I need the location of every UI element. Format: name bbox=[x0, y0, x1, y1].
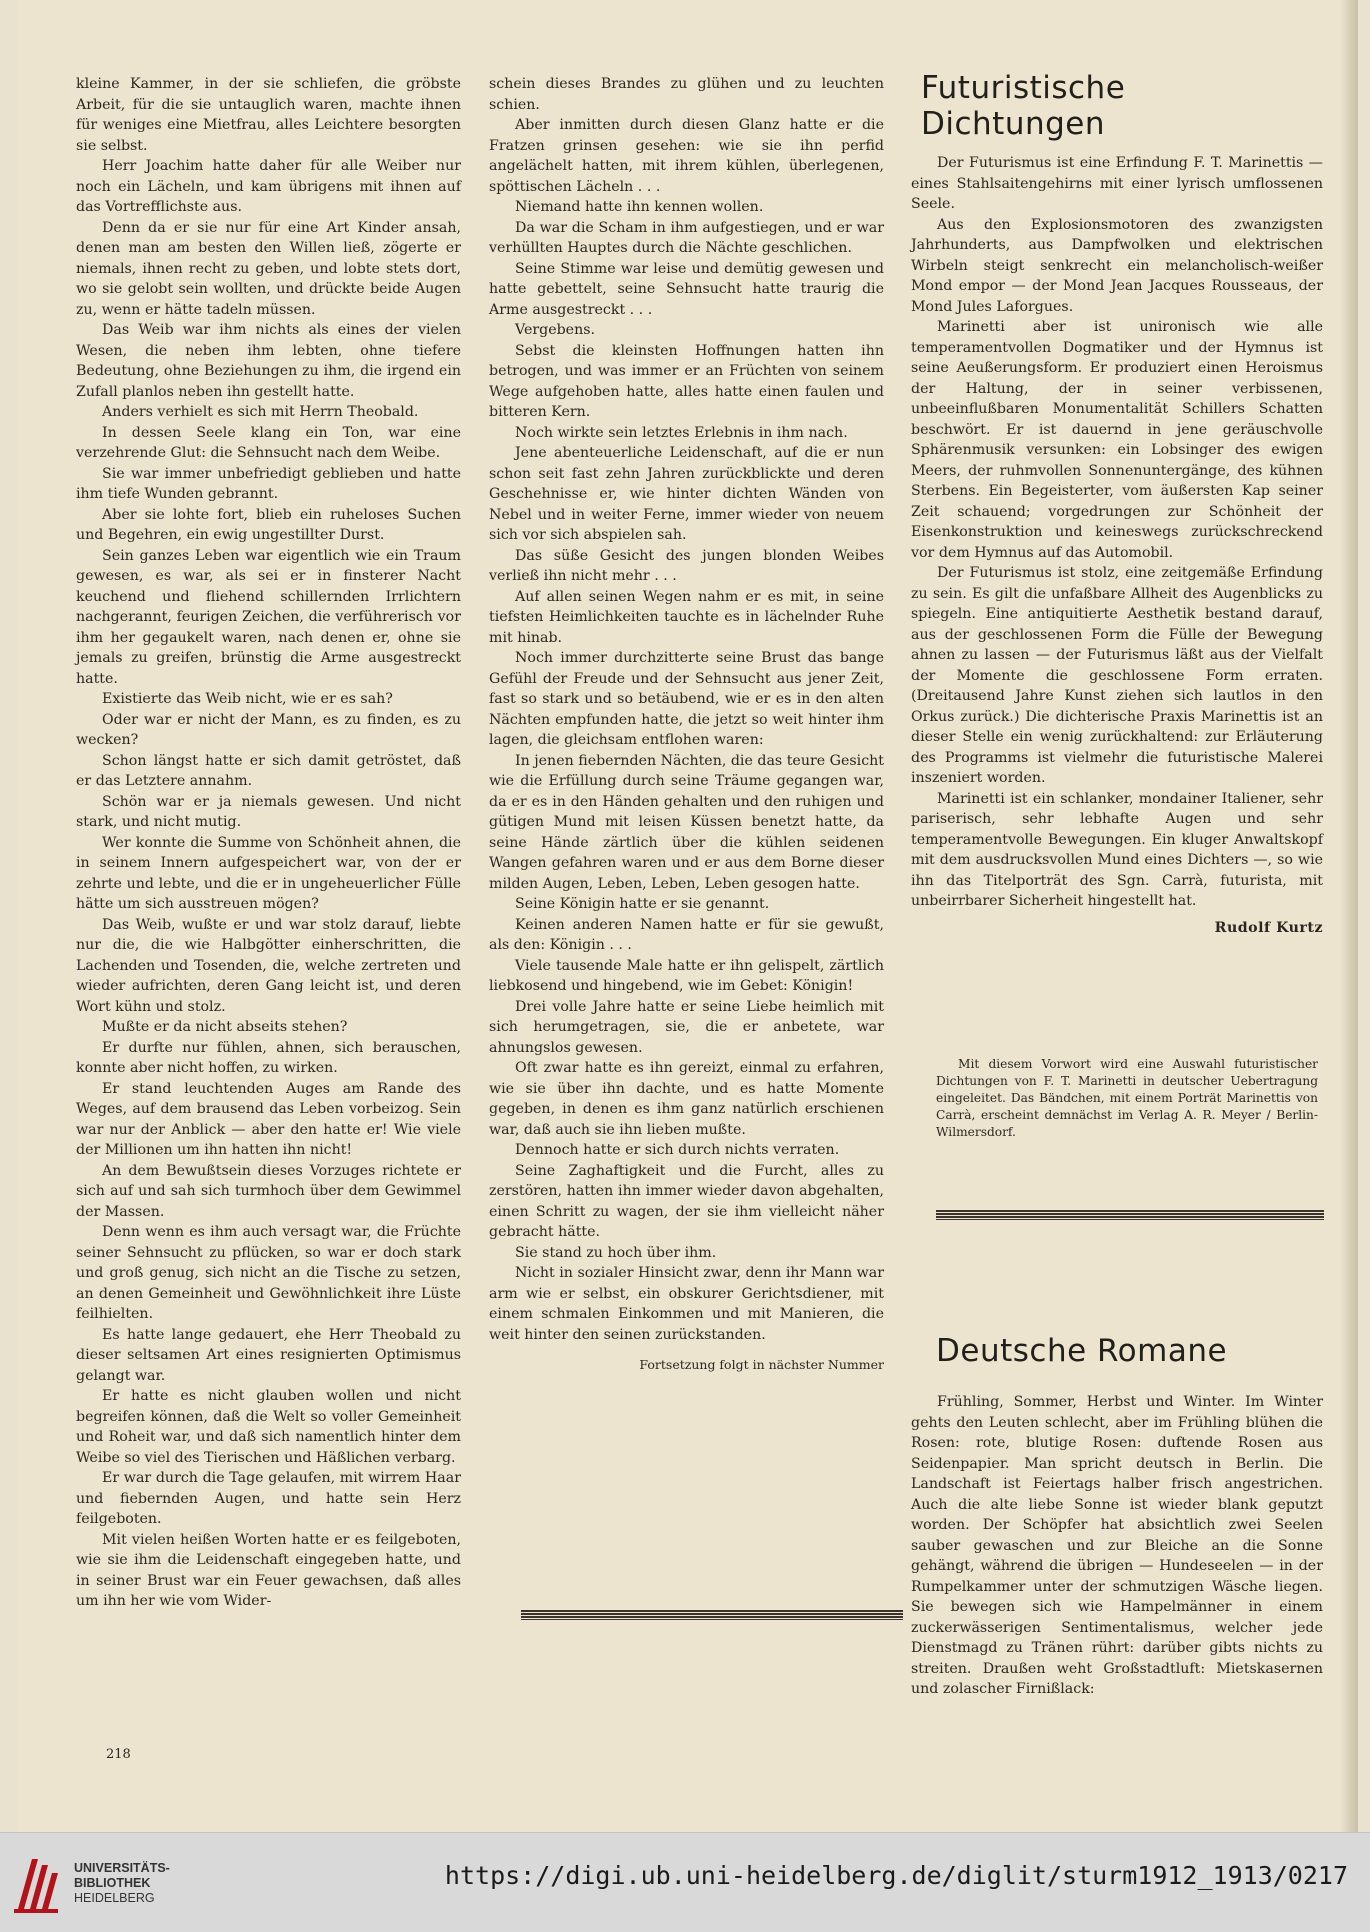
viewer-footer bbox=[0, 1832, 1370, 1932]
paragraph: Jene abenteuerliche Leidenschaft, auf die er nun schon seit fast zehn Jahren zurückblickte und deren Geschehnisse er, wie hinter dichten Wänden von Nebel und in weiter Ferne, immer wieder von neuem sich vor sich abspielen sah. bbox=[489, 445, 884, 543]
article-title-futurism bbox=[921, 70, 1321, 142]
romane-article bbox=[911, 1392, 1323, 1700]
paragraph: In dessen Seele klang ein Ton, war eine verzehrende Glut: die Sehnsucht nach dem Weibe. bbox=[76, 424, 461, 461]
library-line: UNIVERSITÄTS- bbox=[74, 1861, 170, 1875]
paragraph: Nicht in sozialer Hinsicht zwar, denn ihr Mann war arm wie er selbst, ein obskurer Gerichtsdiener, mit einem schmalen Einkommen und mit Manieren, die weit hinter den seinen zurückstanden. bbox=[489, 1265, 884, 1343]
paragraph: Schön war er ja niemals gewesen. Und nicht stark, und nicht mutig. bbox=[76, 793, 461, 830]
paragraph: Wer konnte die Summe von Schönheit ahnen, die in seinem Innern aufgespeichert war, von der er zehrte und lebte, und die er in ungeheuerlicher Fülle hätte um sich ausstreuen mögen? bbox=[76, 834, 461, 912]
paragraph: Schon längst hatte er sich damit getröstet, daß er das Letztere annahm. bbox=[76, 752, 461, 789]
editorial-note bbox=[936, 1056, 1318, 1141]
paragraph: Aus den Explosionsmotoren des zwanzigsten Jahrhunderts, aus Dampfwolken und elektrischen Wirbeln steigt senkrecht ein melancholisch-weißer Mond empor — der Mond Jean Jacques Rousseaus, der Mond Jules Laforgues. bbox=[911, 216, 1323, 315]
section-divider bbox=[936, 1210, 1324, 1220]
paragraph: An dem Bewußtsein dieses Vorzuges richtete er sich auf und sah sich turmhoch über dem Gewimmel der Massen. bbox=[76, 1162, 461, 1220]
paragraph: Sebst die kleinsten Hoffnungen hatten ihn betrogen, und was immer er an Früchten von seinem Wege aufgehoben hatte, alles hatte einen faulen und bitteren Kern. bbox=[489, 342, 884, 420]
scanned-page bbox=[18, 0, 1358, 1832]
paragraph: Oft zwar hatte es ihn gereizt, einmal zu erfahren, wie sie über ihn dachte, und es hatte Momente gegeben, in denen es ihm ganz natürlich erschienen war, daß auch sie ihn lieben mußte. bbox=[489, 1060, 884, 1138]
paragraph: Noch wirkte sein letztes Erlebnis in ihm nach. bbox=[515, 424, 848, 441]
paragraph: Auf allen seinen Wegen nahm er es mit, in seine tiefsten Heimlichkeiten tauchte es in lächelnder Ruhe mit hinab. bbox=[489, 588, 884, 646]
continued-notice: Fortsetzung folgt in nächster Nummer bbox=[639, 1357, 884, 1372]
paragraph: Keinen anderen Namen hatte er für sie gewußt, als den: Königin . . . bbox=[489, 916, 884, 953]
page-number: 218 bbox=[106, 1747, 131, 1762]
paragraph: kleine Kammer, in der sie schliefen, die gröbste Arbeit, für die sie untauglich waren, machte ihnen für weniges eine Mietfrau, alles Leichtere besorgten sie selbst. bbox=[76, 76, 461, 154]
paragraph: Anders verhielt es sich mit Herrn Theobald. bbox=[102, 404, 419, 420]
paragraph: Viele tausende Male hatte er ihn gelispelt, zärtlich liebkosend und hingebend, wie im Gebet: Königin! bbox=[489, 957, 884, 994]
paragraph: Es hatte lange gedauert, ehe Herr Theobald zu dieser seltsamen Art eines resignierten Optimismus gelangt war. bbox=[76, 1326, 461, 1384]
title-line: Futuristische bbox=[921, 70, 1126, 106]
paragraph: Denn wenn es ihm auch versagt war, die Früchte seiner Sehnsucht zu pflücken, so war er doch stark und groß genug, sich nicht an die Tische zu setzen, an denen Gemeinheit und Gewöhnlichkeit ihre Lüste feilhielten. bbox=[76, 1224, 461, 1322]
article-title-romane: Deutsche Romane bbox=[936, 1333, 1228, 1369]
paragraph: Existierte das Weib nicht, wie er es sah? bbox=[102, 691, 393, 707]
paragraph: Da war die Scham in ihm aufgestiegen, und er war verhüllten Hauptes durch die Nächte geschlichen. bbox=[489, 219, 884, 256]
paragraph: schein dieses Brandes zu glühen und zu leuchten schien. bbox=[489, 76, 884, 113]
paragraph: Das Weib, wußte er und war stolz darauf, liebte nur die, die wie Halbgötter einherschritten, die Lachenden und Tosenden, die, welche zertreten und wieder aufrichten, deren Gang leicht ist, und deren Wort kühn und stolz. bbox=[76, 916, 461, 1015]
paragraph: Sie war immer unbefriedigt geblieben und hatte ihm tiefe Wunden gebrannt. bbox=[76, 465, 461, 502]
paragraph: Denn da er sie nur für eine Art Kinder ansah, denen man am besten den Willen ließ, zögerte er niemals, ihnen recht zu geben, und lobte stets dort, wo sie gelobt sein wollten, und drückte beide Augen zu, wenn er hätte tadeln müssen. bbox=[76, 219, 461, 318]
paragraph: Niemand hatte ihn kennen wollen. bbox=[515, 199, 764, 215]
paragraph: In jenen fiebernden Nächten, die das teure Gesicht wie die Erfüllung durch seine Träume gegangen war, da er es in den Händen gehalten und den ruhigen und gütigen Mund mit leisen Küssen benetzt hatte, da seine Hände zärtlich über die kühlen seidenen Wangen gefahren waren und er aus dem Borne dieser milden Augen, Leben, Leben, Leben gesogen hatte. bbox=[489, 752, 884, 892]
paragraph: Er hatte es nicht glauben wollen und nicht begreifen können, daß die Welt so voller Gemeinheit und Roheit war, und daß sich namentlich hinter dem Weibe so viel des Tierischen und Häßlichen verbarg. bbox=[76, 1388, 461, 1466]
paragraph: Dennoch hatte er sich durch nichts verraten. bbox=[515, 1142, 840, 1158]
paragraph: Drei volle Jahre hatte er seine Liebe heimlich mit sich herumgetragen, sie, die er anbetete, war ahnungslos gewesen. bbox=[489, 998, 884, 1056]
story-column-2 bbox=[489, 74, 884, 1376]
paragraph: Der Futurismus ist eine Erfindung F. T. Marinettis — eines Stahlsaitengehirns mit einer lyrisch umflossenen Seele. bbox=[911, 155, 1323, 212]
paragraph: Aber inmitten durch diesen Glanz hatte er die Fratzen grinsen gesehen: wie sie ihn perfid angelächelt hatten, mit ihrem kühlen, überlegenen, spöttischen Lächeln . . . bbox=[489, 117, 884, 195]
paragraph: Sie stand zu hoch über ihm. bbox=[515, 1244, 717, 1261]
paragraph: Mußte er da nicht abseits stehen? bbox=[102, 1019, 348, 1035]
futurism-article bbox=[911, 153, 1323, 938]
library-logo-icon[interactable] bbox=[12, 1851, 60, 1915]
author-signature: Rudolf Kurtz bbox=[1214, 919, 1323, 936]
library-name bbox=[74, 1861, 170, 1906]
paragraph: Er war durch die Tage gelaufen, mit wirrem Haar und fiebernden Augen, und hatte sein Herz feilgeboten. bbox=[76, 1470, 461, 1527]
paragraph: Mit vielen heißen Worten hatte er es feilgeboten, wie sie ihm die Leidenschaft eingegeben hatte, und in seiner Brust war ein Feuer gewachsen, daß alles um ihn her wie vom Wider- bbox=[76, 1531, 461, 1609]
paragraph: Marinetti aber ist unironisch wie alle temperamentvollen Dogmatiker und der Hymnus ist seine Aeußerungsform. Er produziert einen Heroismus der Haltung, der in seiner verbissenen, unbeeinflußbaren Monumentalität Schillers Schatten beschwört. Er ist dauernd in jene geräuschvolle Sphärenmusik versunken: ein Lobsinger des ewigen Meers, der ruhmvollen Sonnenuntergänge, des kühnen Sterbens. Ein Begeisterter, vom äußersten Kap seiner Zeit schauend; vorgedrungen zur Schönheit der Eisenkonstruktion und keineswegs zurückschreckend vor dem Hymnus auf das Automobil. bbox=[911, 319, 1323, 561]
permalink-url[interactable]: https://digi.ub.uni-heidelberg.de/diglit/sturm1912_1913/0217 bbox=[444, 1861, 1348, 1890]
paragraph: Seine Stimme war leise und demütig gewesen und hatte gebettelt, seine Sehnsucht hatte traurig die Arme ausgestreckt . . . bbox=[489, 260, 884, 318]
paragraph: Seine Königin hatte er sie genannt. bbox=[515, 896, 770, 912]
paragraph: Das Weib war ihm nichts als eines der vielen Wesen, die neben ihm lebten, ohne tiefere Bedeutung, ohne Beziehungen zu ihm, die irgend ein Zufall planlos neben ihn gestellt hatte. bbox=[76, 322, 461, 400]
paragraph: Das süße Gesicht des jungen blonden Weibes verließ ihn nicht mehr . . . bbox=[489, 547, 884, 584]
paragraph: Er durfte nur fühlen, ahnen, sich berauschen, konnte aber nicht hoffen, zu wirken. bbox=[76, 1039, 461, 1076]
paragraph: Marinetti ist ein schlanker, mondainer Italiener, sehr pariserisch, sehr lebhafte Augen und sehr temperamentvolle Bewegungen. Ein kluger Anwaltskopf mit dem ausdrucksvollen Mund eines Dichters —, so wie ihn das Titelporträt des Sgn. Carrà, futurista, mit unbeirrbarer Sicherheit hingestellt hat. bbox=[911, 790, 1323, 909]
paragraph: Er stand leuchtenden Auges am Rande des Weges, auf dem brausend das Leben vorbeizog. Sein war nur der Anblick — aber den hatte er! Wie viele der Millionen um ihn hatten ihn nicht! bbox=[76, 1080, 461, 1158]
paragraph: Noch immer durchzitterte seine Brust das bange Gefühl der Freude und der Sehnsucht aus jener Zeit, fast so stark und so betäubend, wie er es in den alten Nächten empfunden hatte, die jetzt so weit hinter ihm lagen, die gleichsam entflohen waren: bbox=[489, 650, 884, 748]
title-line: Dichtungen bbox=[921, 106, 1106, 142]
note-text: Mit diesem Vorwort wird eine Auswahl futuristischer Dichtungen von F. T. Marinetti in deutscher Uebertragung eingeleitet. Das Bändchen, mit einem Porträt Marinettis von Carrà, erscheint demnächst im Verlag A. R. Meyer / Berlin-Wilmersdorf. bbox=[936, 1057, 1318, 1139]
paragraph: Frühling, Sommer, Herbst und Winter. Im Winter gehts den Leuten schlecht, aber im Frühling blühen die Rosen: rote, blutige Rosen: duftende Rosen aus Seidenpapier. Man spricht deutsch in Berlin. Die Landschaft ist Feiertags halber frisch angestrichen. Auch die alte liebe Sonne ist wieder blank geputzt worden. Der Schöpfer hat absichtlich zwei Seelen sauber gewaschen und zur Bleiche an die Sonne gehängt, während die übrigen — Hundeseelen — in der Rumpelkammer unter der schmutzigen Wäsche liegen. Sie bewegen sich wie Hampelmänner in einem zuckerwässerigen Sentimentalismus, welcher jede Dienstmagd zu Tränen rührt: darüber gibts nichts zu streiten. Draußen weht Großstadtluft: Mietskasernen und zolascher Firnißlack: bbox=[911, 1394, 1323, 1697]
paragraph: Der Futurismus ist stolz, eine zeitgemäße Erfindung zu sein. Es gilt die unfaßbare Allheit des Augenblicks zu spiegeln. Eine antiquitierte Aesthetik bestand darauf, aus der geschlossenen Form die Fülle der Bewegung ahnen zu lassen — der Futurismus läßt aus der Vielfalt der Momente die geschlossene Form erraten. (Dreitausend Jahre Kunst ziehen sich lautlos in den Orkus zurück.) Die dichterische Praxis Marinettis ist an dieser Stelle ein wenig zurückhaltend: zur Erläuterung des Programms ist vielmehr die futuristische Malerei inszeniert worden. bbox=[911, 565, 1323, 786]
paragraph: Sein ganzes Leben war eigentlich wie ein Traum gewesen, es war, als sei er in finsterer Nacht keuchend und fliehend schillernden Irrlichtern nachgerannt, feurigen Zeichen, die verführerisch vor ihm her gegaukelt waren, nach denen er, ohne sie jemals zu greifen, brünstig die Arme ausgestreckt hatte. bbox=[76, 547, 461, 687]
library-line: HEIDELBERG bbox=[74, 1891, 155, 1905]
page-edge-shadow bbox=[1340, 0, 1358, 1832]
library-line: BIBLIOTHEK bbox=[74, 1876, 151, 1890]
section-divider bbox=[521, 1610, 903, 1620]
paragraph: Aber sie lohte fort, blieb ein ruheloses Suchen und Begehren, ein ewig ungestillter Durst. bbox=[76, 506, 461, 543]
paragraph: Seine Zaghaftigkeit und die Furcht, alles zu zerstören, hatten ihn immer wieder davon abgehalten, einen Schritt zu wagen, der sie ihm vielleicht näher gebracht hätte. bbox=[489, 1162, 884, 1240]
paragraph: Vergebens. bbox=[515, 322, 596, 338]
story-column-1 bbox=[76, 74, 461, 1612]
paragraph: Herr Joachim hatte daher für alle Weiber nur noch ein Lächeln, und kam übrigens mit ihnen auf das Vortrefflichste aus. bbox=[76, 158, 461, 215]
paragraph: Oder war er nicht der Mann, es zu finden, es zu wecken? bbox=[76, 711, 461, 748]
